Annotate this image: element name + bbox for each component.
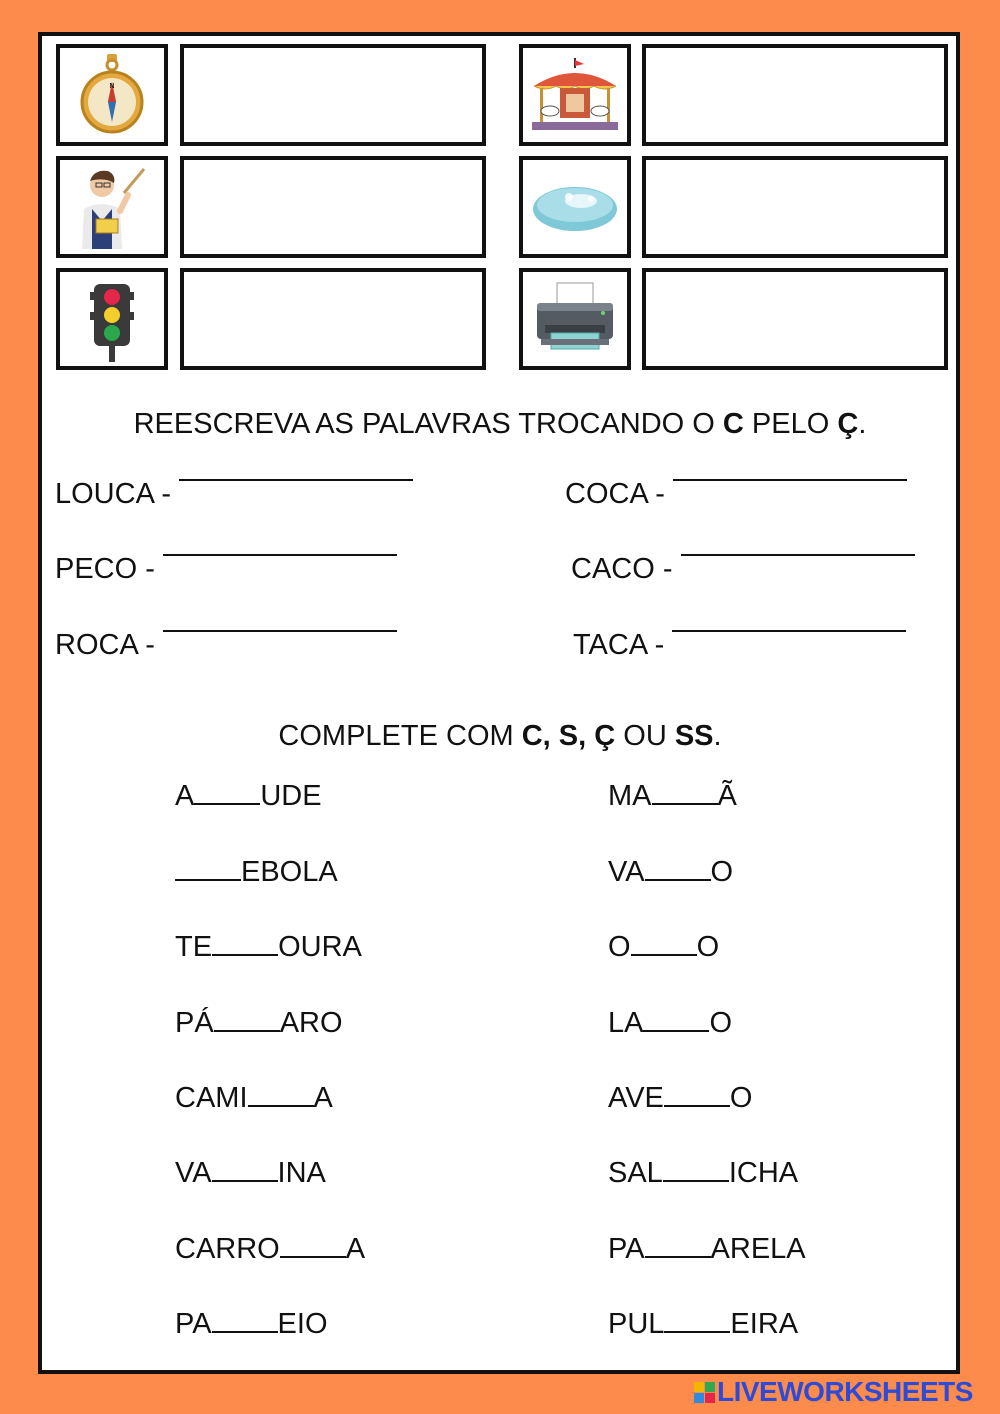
rewrite-item: [55, 478, 413, 511]
rewrite-blank[interactable]: [163, 553, 397, 556]
picture-compass: [56, 44, 168, 146]
fill-blank[interactable]: [631, 932, 697, 956]
teacher-icon: [72, 163, 152, 251]
rewrite-heading-text: REESCREVA AS PALAVRAS TROCANDO O: [133, 408, 723, 440]
fill-word-start: PÁ: [175, 1007, 214, 1039]
rewrite-input[interactable]: [681, 523, 919, 556]
fill-word-end: O: [729, 1082, 753, 1114]
soap-icon: [529, 177, 621, 237]
rewrite-item: [573, 629, 906, 662]
answer-box-5[interactable]: [180, 268, 486, 370]
fill-word-start: SAL: [608, 1157, 663, 1189]
liveworksheets-logo: [694, 1377, 973, 1407]
picture-traffic-light: [56, 268, 168, 370]
fill-blank[interactable]: [664, 1083, 730, 1107]
fill-word-end: O: [696, 931, 720, 963]
carousel-icon: [526, 56, 624, 134]
rewrite-word: TACA -: [573, 629, 665, 661]
rewrite-input[interactable]: [179, 448, 417, 481]
fill-item: [608, 1007, 732, 1040]
fill-word-end: ICHA: [728, 1157, 799, 1189]
fill-item: [608, 1157, 798, 1190]
rewrite-item: [55, 629, 397, 662]
fill-item: [608, 856, 733, 889]
fill-word-start: CARRO: [175, 1233, 280, 1265]
rewrite-word: COCA -: [565, 478, 665, 510]
fill-blank[interactable]: [248, 1083, 314, 1107]
rewrite-input[interactable]: [163, 523, 401, 556]
fill-word-end: O: [709, 1007, 733, 1039]
rewrite-blank[interactable]: [681, 553, 915, 556]
fill-item: [175, 1082, 333, 1115]
fill-item: [175, 780, 322, 813]
complete-heading: [0, 720, 1000, 753]
fill-word-end: ARO: [279, 1007, 343, 1039]
fill-word-start: PUL: [608, 1308, 665, 1340]
picture-teacher: [56, 156, 168, 258]
fill-word-start: MA: [608, 780, 652, 812]
answer-input-1[interactable]: [184, 48, 482, 142]
fill-item: [175, 1308, 328, 1341]
fill-item: [175, 1007, 343, 1040]
fill-blank[interactable]: [212, 1158, 278, 1182]
rewrite-input[interactable]: [163, 599, 401, 632]
rewrite-heading-end: .: [858, 408, 867, 440]
fill-item: [608, 780, 737, 813]
complete-heading-letters: C, S, Ç: [521, 720, 616, 752]
fill-word-start: PA: [175, 1308, 212, 1340]
traffic-light-icon: [90, 276, 134, 362]
rewrite-blank[interactable]: [179, 478, 413, 481]
fill-blank[interactable]: [652, 781, 718, 805]
fill-blank[interactable]: [212, 1309, 278, 1333]
fill-word-end: O: [710, 856, 734, 888]
answer-box-6[interactable]: [642, 268, 948, 370]
fill-word-start: O: [608, 931, 631, 963]
rewrite-blank[interactable]: [672, 629, 906, 632]
complete-heading-text: COMPLETE COM: [278, 720, 522, 752]
fill-blank[interactable]: [663, 1158, 729, 1182]
fill-blank[interactable]: [643, 1008, 709, 1032]
complete-heading-mid: OU: [615, 720, 675, 752]
answer-box-4[interactable]: [642, 156, 948, 258]
compass-icon: [77, 52, 147, 138]
fill-item: [175, 1233, 365, 1266]
fill-item: [608, 1082, 752, 1115]
rewrite-input[interactable]: [673, 448, 911, 481]
fill-blank[interactable]: [194, 781, 260, 805]
fill-blank[interactable]: [280, 1234, 346, 1258]
fill-word-start: TE: [175, 931, 213, 963]
rewrite-word: CACO -: [571, 553, 673, 585]
fill-word-end: A: [345, 1233, 366, 1265]
picture-soap: [519, 156, 631, 258]
rewrite-word: ROCA -: [55, 629, 155, 661]
fill-word-start: CAMI: [175, 1082, 248, 1114]
complete-heading-end: .: [713, 720, 722, 752]
fill-item: [175, 856, 338, 889]
answer-box-1[interactable]: [180, 44, 486, 146]
fill-blank[interactable]: [645, 1234, 711, 1258]
answer-input-2[interactable]: [646, 48, 944, 142]
fill-word-end: ARELA: [710, 1233, 806, 1265]
fill-blank[interactable]: [214, 1008, 280, 1032]
fill-blank[interactable]: [645, 857, 711, 881]
fill-word-start: AVE: [608, 1082, 664, 1114]
rewrite-word: PECO -: [55, 553, 155, 585]
rewrite-heading-mid: PELO: [743, 408, 838, 440]
answer-input-3[interactable]: [184, 160, 482, 254]
logo-mark-icon: [694, 1382, 715, 1403]
svg-text:N: N: [109, 82, 115, 90]
fill-word-end: Ã: [717, 780, 737, 812]
fill-word-end: A: [313, 1082, 333, 1114]
fill-word-start: VA: [175, 1157, 212, 1189]
rewrite-heading-c: C: [722, 408, 744, 440]
fill-word-end: EIRA: [730, 1308, 799, 1340]
rewrite-item: [565, 478, 907, 511]
fill-word-start: A: [175, 780, 195, 812]
picture-carousel: [519, 44, 631, 146]
answer-box-2[interactable]: [642, 44, 948, 146]
rewrite-blank[interactable]: [163, 629, 397, 632]
fill-blank[interactable]: [175, 857, 241, 881]
answer-input-4[interactable]: [646, 160, 944, 254]
fill-item: [608, 1233, 806, 1266]
complete-heading-ss: SS: [674, 720, 714, 752]
fill-item: [608, 1308, 798, 1341]
logo-text: LIVEWORKSHEETS: [717, 1376, 973, 1407]
rewrite-item: [571, 553, 915, 586]
rewrite-heading-cc: Ç: [837, 408, 859, 440]
rewrite-blank[interactable]: [673, 478, 907, 481]
fill-word-end: EBOLA: [241, 856, 338, 888]
fill-item: [175, 1157, 326, 1190]
fill-word-end: UDE: [260, 780, 322, 812]
rewrite-heading: [0, 408, 1000, 441]
printer-icon: [531, 281, 619, 357]
rewrite-input[interactable]: [672, 599, 910, 632]
fill-blank[interactable]: [664, 1309, 730, 1333]
answer-box-3[interactable]: [180, 156, 486, 258]
fill-word-end: OURA: [278, 931, 362, 963]
fill-word-end: INA: [277, 1157, 326, 1189]
fill-word-start: VA: [608, 856, 645, 888]
picture-printer: [519, 268, 631, 370]
rewrite-item: [55, 553, 397, 586]
fill-blank[interactable]: [212, 932, 278, 956]
answer-input-6[interactable]: [646, 272, 944, 366]
fill-word-end: EIO: [277, 1308, 328, 1340]
fill-item: [608, 931, 719, 964]
fill-item: [175, 931, 362, 964]
fill-word-start: LA: [608, 1007, 644, 1039]
answer-input-5[interactable]: [184, 272, 482, 366]
fill-word-start: PA: [608, 1233, 645, 1265]
rewrite-word: LOUCA -: [55, 478, 172, 510]
